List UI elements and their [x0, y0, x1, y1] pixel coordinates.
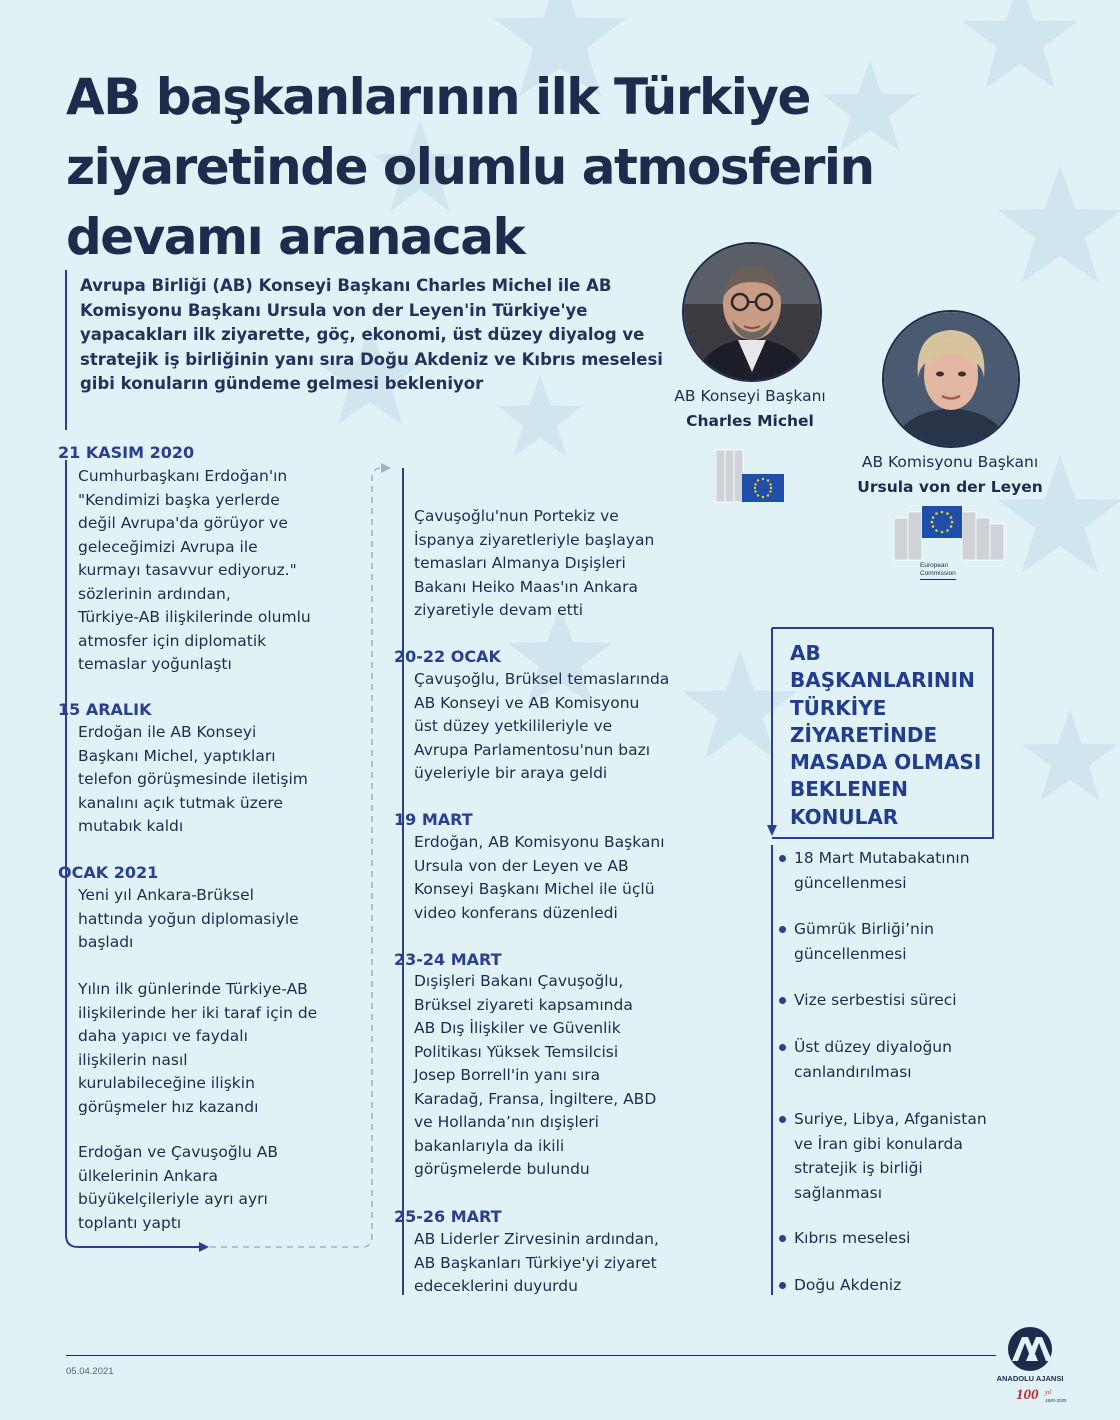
text-line: Vize serbestisi süreci: [794, 991, 957, 1009]
text-line: büyükelçileriyle ayrı ayrı: [78, 1190, 268, 1208]
text-line: Erdoğan ile AB Konseyi: [78, 723, 257, 741]
text-line: Ursula von der Leyen ve AB: [414, 856, 629, 875]
arrow-down-icon: [767, 825, 777, 836]
topic-item: [794, 917, 1094, 966]
text-line: temaslar yoğunlaştı: [78, 655, 232, 673]
anniversary-unit: yıl: [1045, 1390, 1051, 1396]
text-line: atmosfer için diplomatik: [78, 631, 267, 650]
text-line: AB: [790, 641, 821, 665]
title-line: AB başkanlarının ilk Türkiye: [66, 68, 810, 126]
text-line: bakanlarıyla da ikili: [414, 1136, 565, 1155]
arrow-right-icon: [199, 1242, 209, 1252]
timeline-text: [414, 831, 665, 925]
text-line: KONULAR: [790, 804, 899, 829]
text-line: Josep Borrell'in yanı sıra: [414, 1066, 601, 1084]
title-line: ziyaretinde olumlu atmosferin: [66, 138, 874, 196]
text-line: üst düzey yetkilileriyle ve: [414, 717, 613, 735]
lead-line: Avrupa Birliği (AB) Konseyi Başkanı Charles Michel ile AB: [80, 276, 612, 295]
arrow-right-icon: [381, 463, 391, 473]
text-line: edeceklerini duyurdu: [414, 1277, 578, 1295]
footer-rule: [66, 1355, 996, 1356]
text-line: Başkanı Michel, yaptıkları: [78, 746, 276, 765]
text-line: mutabık kaldı: [78, 817, 184, 835]
text-line: Yılın ilk günlerinde Türkiye-AB: [78, 980, 308, 998]
text-line: Doğu Akdeniz: [794, 1276, 902, 1294]
text-line: BAŞKANLARININ: [790, 668, 975, 693]
timeline-date: 23-24 MART: [394, 950, 502, 969]
timeline-date: 19 MART: [394, 810, 473, 829]
text-line: Suriye, Libya, Afganistan: [794, 1110, 987, 1128]
text-line: Cumhurbaşkanı Erdoğan'ın: [78, 467, 288, 485]
text-line: Çavuşoğlu, Brüksel temaslarında: [414, 670, 670, 688]
commission-logo-text: European: [920, 562, 949, 569]
title-line: devamı aranacak: [66, 208, 525, 266]
text-line: daha yapıcı ve faydalı: [78, 1027, 248, 1045]
text-line: Erdoğan ve Çavuşoğlu AB: [78, 1143, 278, 1161]
footer-date: 05.04.2021: [66, 1366, 114, 1377]
text-line: Yeni yıl Ankara-Brüksel: [78, 886, 254, 904]
timeline-text: [78, 721, 308, 839]
text-line: ülkelerinin Ankara: [78, 1166, 218, 1185]
anadolu-ajansi-logo: [990, 1325, 1070, 1410]
anniversary-years: 1920-2020: [1045, 1398, 1067, 1403]
timeline-text: [78, 465, 311, 677]
bullet-icon: [779, 1044, 786, 1051]
text-line: üyeleriyle bir araya geldi: [414, 764, 608, 782]
topic-item: [794, 1107, 1094, 1205]
text-line: AB Başkanları Türkiye'yi ziyaret: [414, 1253, 657, 1272]
anniversary-number: 100: [1016, 1387, 1039, 1403]
lead-line: stratejik iş birliğinin yanı sıra Doğu Akdeniz ve Kıbrıs meselesi: [80, 349, 663, 369]
leader-name: Ursula von der Leyen: [857, 478, 1043, 496]
text-line: Politikası Yüksek Temsilcisi: [414, 1042, 619, 1061]
text-line: telefon görüşmesinde iletişim: [78, 770, 308, 788]
text-line: başladı: [78, 933, 134, 951]
text-line: Dışişleri Bakanı Çavuşoğlu,: [414, 972, 624, 990]
timeline-date: 20-22 OCAK: [394, 647, 501, 666]
topic-item: [794, 1035, 1094, 1084]
text-line: görüşmelerde bulundu: [414, 1160, 590, 1178]
text-line: video konferans düzenledi: [414, 903, 618, 922]
text-line: geleceğimizi Avrupa ile: [78, 537, 258, 556]
text-line: BEKLENEN: [790, 777, 908, 802]
timeline-date: 15 ARALIK: [58, 700, 152, 719]
topic-item: [794, 846, 1094, 895]
bullet-icon: [779, 997, 786, 1004]
text-line: 18 Mart Mutabakatının: [794, 849, 970, 867]
text-line: canlandırılması: [794, 1062, 912, 1081]
agency-name: ANADOLU AJANSI: [996, 1374, 1064, 1383]
text-line: güncellenmesi: [794, 873, 907, 892]
text-line: Üst düzey diyaloğun: [794, 1038, 952, 1056]
timeline-text: [414, 505, 654, 623]
text-line: kanalını açık tutmak üzere: [78, 793, 283, 812]
timeline-text: [78, 1141, 278, 1235]
leader-name: Charles Michel: [686, 412, 814, 430]
topic-item: [794, 988, 1094, 1013]
lead-line: Komisyonu Başkanı Ursula von der Leyen'in Türkiye'ye: [80, 300, 588, 320]
text-line: Kıbrıs meselesi: [794, 1229, 911, 1247]
bullet-icon: [779, 855, 786, 862]
text-line: kurulabileceğine ilişkin: [78, 1074, 255, 1092]
text-line: ilişkilerinde her iki taraf için de: [78, 1003, 318, 1022]
text-line: kurmayı tasavvur ediyoruz.": [78, 561, 297, 579]
text-line: görüşmeler hız kazandı: [78, 1097, 259, 1116]
text-line: Brüksel ziyareti kapsamında: [414, 995, 633, 1014]
text-line: sağlanması: [794, 1183, 883, 1202]
timeline-date: 21 KASIM 2020: [58, 443, 195, 462]
bullet-icon: [779, 926, 786, 933]
text-line: değil Avrupa'da görüyor ve: [78, 514, 288, 532]
text-line: Bakanı Heiko Maas'ın Ankara: [414, 577, 638, 596]
text-line: Konseyi Başkanı Michel ile üçlü: [414, 880, 655, 898]
timeline-text: [78, 884, 299, 955]
text-line: ve Hollanda’nın dışişleri: [414, 1113, 599, 1131]
text-line: Çavuşoğlu'nun Portekiz ve: [414, 507, 619, 525]
text-line: stratejik iş birliği: [794, 1159, 923, 1177]
timeline-date: OCAK 2021: [58, 863, 159, 882]
text-line: ilişkilerin nasıl: [78, 1050, 188, 1069]
bullet-icon: [779, 1116, 786, 1123]
text-line: ve İran gibi konularda: [794, 1134, 963, 1153]
text-line: hattında yoğun diplomasiyle: [78, 909, 299, 928]
text-line: temasları Almanya Dışişleri: [414, 554, 626, 572]
leader-role: AB Komisyonu Başkanı: [861, 453, 1039, 471]
left-timeline-curve: [66, 1235, 200, 1247]
text-line: İspanya ziyaretleriyle başlayan: [414, 530, 655, 549]
text-line: güncellenmesi: [794, 944, 907, 963]
text-line: AB Konseyi ve AB Komisyonu: [414, 693, 640, 712]
text-line: ZİYARETİNDE: [790, 722, 938, 747]
timeline-text: [414, 970, 656, 1182]
text-line: toplantı yaptı: [78, 1213, 182, 1232]
commission-logo-text: Commission: [920, 570, 956, 577]
leader-role: AB Konseyi Başkanı: [674, 387, 826, 405]
bullet-icon: [779, 1282, 786, 1289]
topics-heading: [790, 640, 981, 831]
text-line: TÜRKİYE: [790, 695, 887, 720]
text-line: Türkiye-AB ilişkilerinde olumlu: [78, 608, 311, 626]
topic-item: [794, 1226, 1094, 1251]
text-line: ziyaretiyle devam etti: [414, 601, 584, 619]
text-line: sözlerinin ardından,: [78, 584, 231, 603]
topic-item: [794, 1273, 1094, 1298]
text-line: Avrupa Parlamentosu'nun bazı: [414, 740, 651, 759]
lead-line: yapacakları ilk ziyarette, göç, ekonomi, üst düzey diyalog ve: [80, 325, 645, 344]
text-line: MASADA OLMASI: [790, 750, 982, 775]
timeline-text: [414, 1228, 659, 1299]
text-line: "Kendimizi başka yerlerde: [78, 490, 280, 509]
text-line: Karadağ, Fransa, İngiltere, ABD: [414, 1089, 657, 1108]
text-line: Gümrük Birliği’nin: [794, 920, 934, 938]
timeline-text: [414, 668, 669, 786]
text-line: AB Dış İlişkiler ve Güvenlik: [414, 1019, 621, 1037]
timeline-text: [78, 978, 317, 1119]
lead-line: gibi konuların gündeme gelmesi bekleniyor: [80, 374, 484, 393]
timeline-date: 25-26 MART: [394, 1207, 502, 1226]
text-line: Erdoğan, AB Komisyonu Başkanı: [414, 833, 665, 851]
text-line: AB Liderler Zirvesinin ardından,: [414, 1230, 659, 1248]
bullet-icon: [779, 1235, 786, 1242]
